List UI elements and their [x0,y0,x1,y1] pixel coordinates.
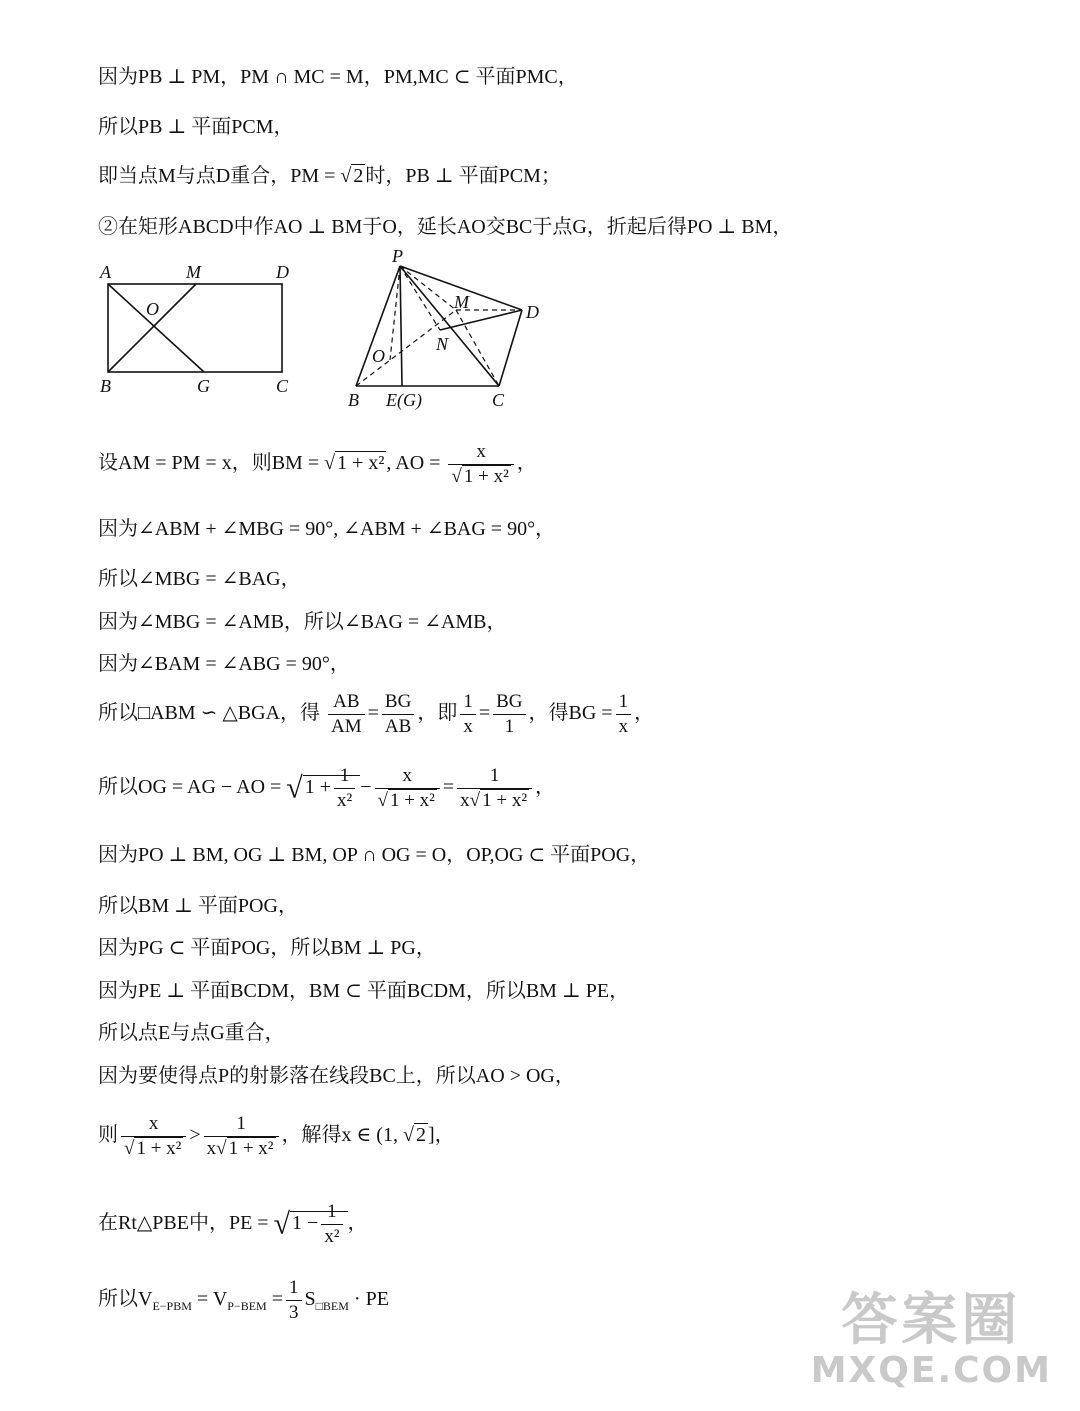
label-c: C [492,390,505,410]
fraction-bg-1: $\frac{BG}{1}$ [493,690,525,739]
text-line-1: 因为PB ⊥ PM，PM ∩ MC = M，PM,MC ⊂ 平面PMC， [98,66,578,88]
watermark-title: 答案圈 [841,1288,1022,1353]
fraction-1-x2: $\frac{1}{\text{x²}}$ [334,764,355,813]
text-line-19: 在Rt△PBE中，PE = √ 1 − $\frac{1}{\text{x²}}$ ， [98,1201,368,1247]
edge-cd [499,310,522,386]
edge-pb [356,266,400,386]
fraction-bg-ab: $\frac{BG}{AB}$ [382,690,414,739]
fraction-x-sqrt: $\frac{x}{\text{√ 1 + x²}}$ [375,764,440,813]
label-d: D [276,262,289,282]
segment-ag [108,284,204,372]
text-line-3-c: 时，PB ⊥ 平面PCM； [365,165,561,187]
text-line-4: ②在矩形ABCD中作AO ⊥ BM于O，延长AO交BC于点G，折起后得PO ⊥ BM， [98,216,793,238]
label-a: A [100,262,111,282]
fraction-pe: $\frac{1}{\text{x²}}$ [321,1200,342,1249]
text-line-17: 因为要使得点P的射影落在线段BC上，所以AO > OG， [98,1065,575,1087]
text-line-3 [98,163,561,189]
rectangle-abcd [108,284,282,372]
label-n: N [436,334,449,354]
text-line-13: 所以BM ⊥ 平面POG， [98,895,298,917]
label-m: M [186,262,201,282]
text-line-14: 因为PG ⊂ 平面POG，所以BM ⊥ PG， [98,937,436,959]
sqrt-bm: 1 + x² [337,452,385,475]
figure-pyramid [336,246,556,416]
text-line-12: 因为PO ⊥ BM, OG ⊥ BM, OP ∩ OG = O，OP,OG ⊂ 平面POG， [98,844,651,866]
edge-pe [400,266,402,386]
text-line-6: 因为∠ABM + ∠MBG = 90°, ∠ABM + ∠BAG = 90°， [98,518,556,540]
fraction-ab-am: $\frac{AB}{AM}$ [328,690,365,739]
text-line-15: 因为PE ⊥ 平面BCDM，BM ⊂ 平面BCDM，所以BM ⊥ PE， [98,980,630,1002]
text-line-5-a: 设AM = PM = x，则BM = [98,452,325,475]
watermark-logo [810,1288,1052,1391]
fraction-og-result: $\frac{1}{\text{x√ 1 + x²}}$ [457,764,532,813]
segment-bm [108,284,196,372]
label-o: O [372,346,385,366]
text-line-5-c: , AO = [386,452,441,475]
watermark-url: MXQE.COM [810,1350,1052,1391]
dashed-pm [400,266,456,310]
label-d: D [526,302,539,322]
fraction-1-x: $\frac{1}{x}$ [460,690,476,739]
label-o: O [146,299,159,319]
text-line-3-a: 即当点M与点D重合，PM = √ [98,165,352,187]
figure-rectangle [96,258,306,398]
label-g: G [197,376,210,396]
fraction-x-sqrt-ineq: $\frac{x}{\text{√ 1 + x²}}$ [121,1112,186,1161]
label-b: B [100,376,111,396]
text-line-5: 设AM = PM = x，则BM = √ 1 + x² , AO = $\frac{x}{\text{√ 1 + x²}}$ ， [98,441,537,487]
sqrt-2: 2 [353,165,364,187]
text-line-20: 所以$V_{E-PBM} = V_{P-BEM}$ = $\frac{1}{3}$ $S_{□BEM}$ · PE [98,1277,389,1323]
text-line-18: 则 $\frac{x}{\text{√ 1 + x²}}$ > $\frac{1}{\text{x√ 1 + x²}}$ ，解得x ∈ (1, √ 2 ]， [98,1113,455,1159]
fraction-1-xsqrt-ineq: $\frac{1}{\text{x√ 1 + x²}}$ [204,1112,279,1161]
label-m: M [454,292,469,312]
fraction-ao: $\frac{x}{\text{√ 1 + x²}}$ [448,440,513,489]
label-b: B [348,390,359,410]
text-line-2: 所以PB ⊥ 平面PCM， [98,116,294,138]
dashed-pn [400,266,440,330]
text-line-10: 所以□ABM ∽ △BGA，得 $\frac{AB}{AM}$ = $\frac{BG}{AB}$ ，即 $\frac{1}{x}$ = $\frac{BG}{1}$ ，得BG = $\frac{1}{x}$ ， [98,691,655,737]
text-line-11: 所以OG = AG − AO = √ 1 + $\frac{1}{\text{x²}}$ − $\frac{x}{\text{√ 1 + x²}}$ = $\frac{1}{\text{x√ 1 + x²}}$ ， [98,765,556,811]
text-line-9: 因为∠BAM = ∠ABG = 90°， [98,653,350,675]
label-e-g: E(G) [386,390,422,410]
text-line-7: 所以∠MBG = ∠BAG， [98,568,301,590]
label-p: P [392,246,403,266]
text-line-8: 因为∠MBG = ∠AMB，所以∠BAG = ∠AMB， [98,611,507,633]
text-line-16: 所以点E与点G重合， [98,1022,285,1044]
label-c: C [276,376,289,396]
fraction-1-3: $\frac{1}{3}$ [286,1276,302,1325]
fraction-bg-result: $\frac{1}{x}$ [616,690,632,739]
